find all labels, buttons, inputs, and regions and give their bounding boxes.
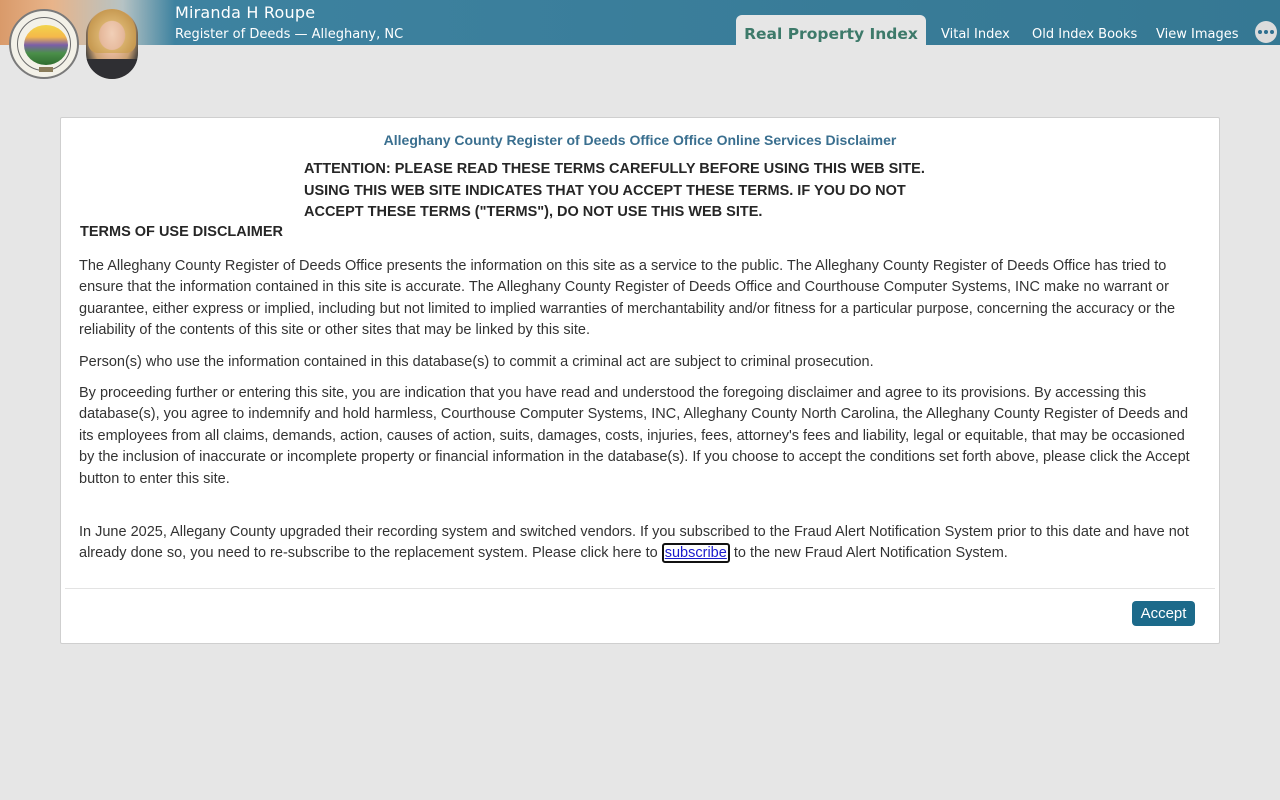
accept-button[interactable]: Accept <box>1132 601 1195 626</box>
fraud-alert-notice <box>79 522 1203 565</box>
terms-heading: TERMS OF USE DISCLAIMER <box>80 224 284 240</box>
attention-line: USING THIS WEB SITE INDICATES THAT YOU ACCEPT THESE TERMS. IF YOU DO NOT <box>304 182 906 199</box>
disclaimer-panel <box>60 117 1220 644</box>
site-header <box>0 0 1280 45</box>
tab-view-images[interactable]: View Images <box>1156 27 1239 42</box>
disclaimer-paragraph: By proceeding further or entering this site, you are indication that you have read and understood the foregoing disclaimer and agree to its provisions. By accessing this database(s), you agree to indemnify and hold harmless, Courthouse Computer Systems, INC, Alleghany County North Carolina, the Alleghany County Register of Deeds and its employees from all claims, demands, action, causes of action, suits, damages, costs, injuries, fees, attorney's fees and liability, legal or equitable, that may be occasioned by the inclusion of inaccurate or incomplete property or financial information in the database(s). If you choose to accept the conditions set forth above, please click the Accept button to enter this site. <box>79 385 1190 487</box>
divider <box>65 588 1215 589</box>
tab-real-property-index[interactable]: Real Property Index <box>736 15 926 45</box>
attention-line: ATTENTION: PLEASE READ THESE TERMS CAREFULLY BEFORE USING THIS WEB SITE. <box>304 161 925 177</box>
subscribe-link[interactable]: subscribe <box>662 543 730 563</box>
notice-text: In June 2025, Allegany County upgraded their recording system and switched vendors. If you subscribed to the Fraud Alert Notification System prior to this date and have not already done so, you need to re-subscribe to the replacement system. Please click here to <box>79 524 1189 562</box>
attention-notice <box>304 159 1004 224</box>
disclaimer-paragraph: The Alleghany County Register of Deeds Office presents the information on this site as a service to the public. The Alleghany County Register of Deeds Office has tried to ensure that the information contained in this site is accurate. The Alleghany County Register of Deeds Office and Courthouse Computer Systems, INC make no warrant or guarantee, either express or implied, including but not limited to implied warranties of merchantability and/or fitness for a particular purpose, concerning the accuracy or the reliability of the contents of this site or other sites that may be linked by this site. <box>79 258 1176 339</box>
tab-vital-index[interactable]: Vital Index <box>941 27 1010 42</box>
county-seal-logo <box>9 9 79 79</box>
avatar <box>86 9 138 79</box>
disclaimer-paragraph: Person(s) who use the information contained in this database(s) to commit a criminal act are subject to criminal prosecution. <box>79 353 874 370</box>
ellipsis-icon[interactable] <box>1255 21 1277 43</box>
office-subtitle: Register of Deeds — Alleghany, NC <box>175 27 404 42</box>
disclaimer-body <box>79 256 1203 575</box>
official-name: Miranda H Roupe <box>175 3 316 22</box>
tab-old-index-books[interactable]: Old Index Books <box>1032 27 1138 42</box>
attention-line: ACCEPT THESE TERMS ("TERMS"), DO NOT USE THIS WEB SITE. <box>304 204 763 220</box>
notice-text: to the new Fraud Alert Notification System. <box>729 545 1008 562</box>
panel-title: Alleghany County Register of Deeds Office Office Online Services Disclaimer <box>383 132 897 148</box>
